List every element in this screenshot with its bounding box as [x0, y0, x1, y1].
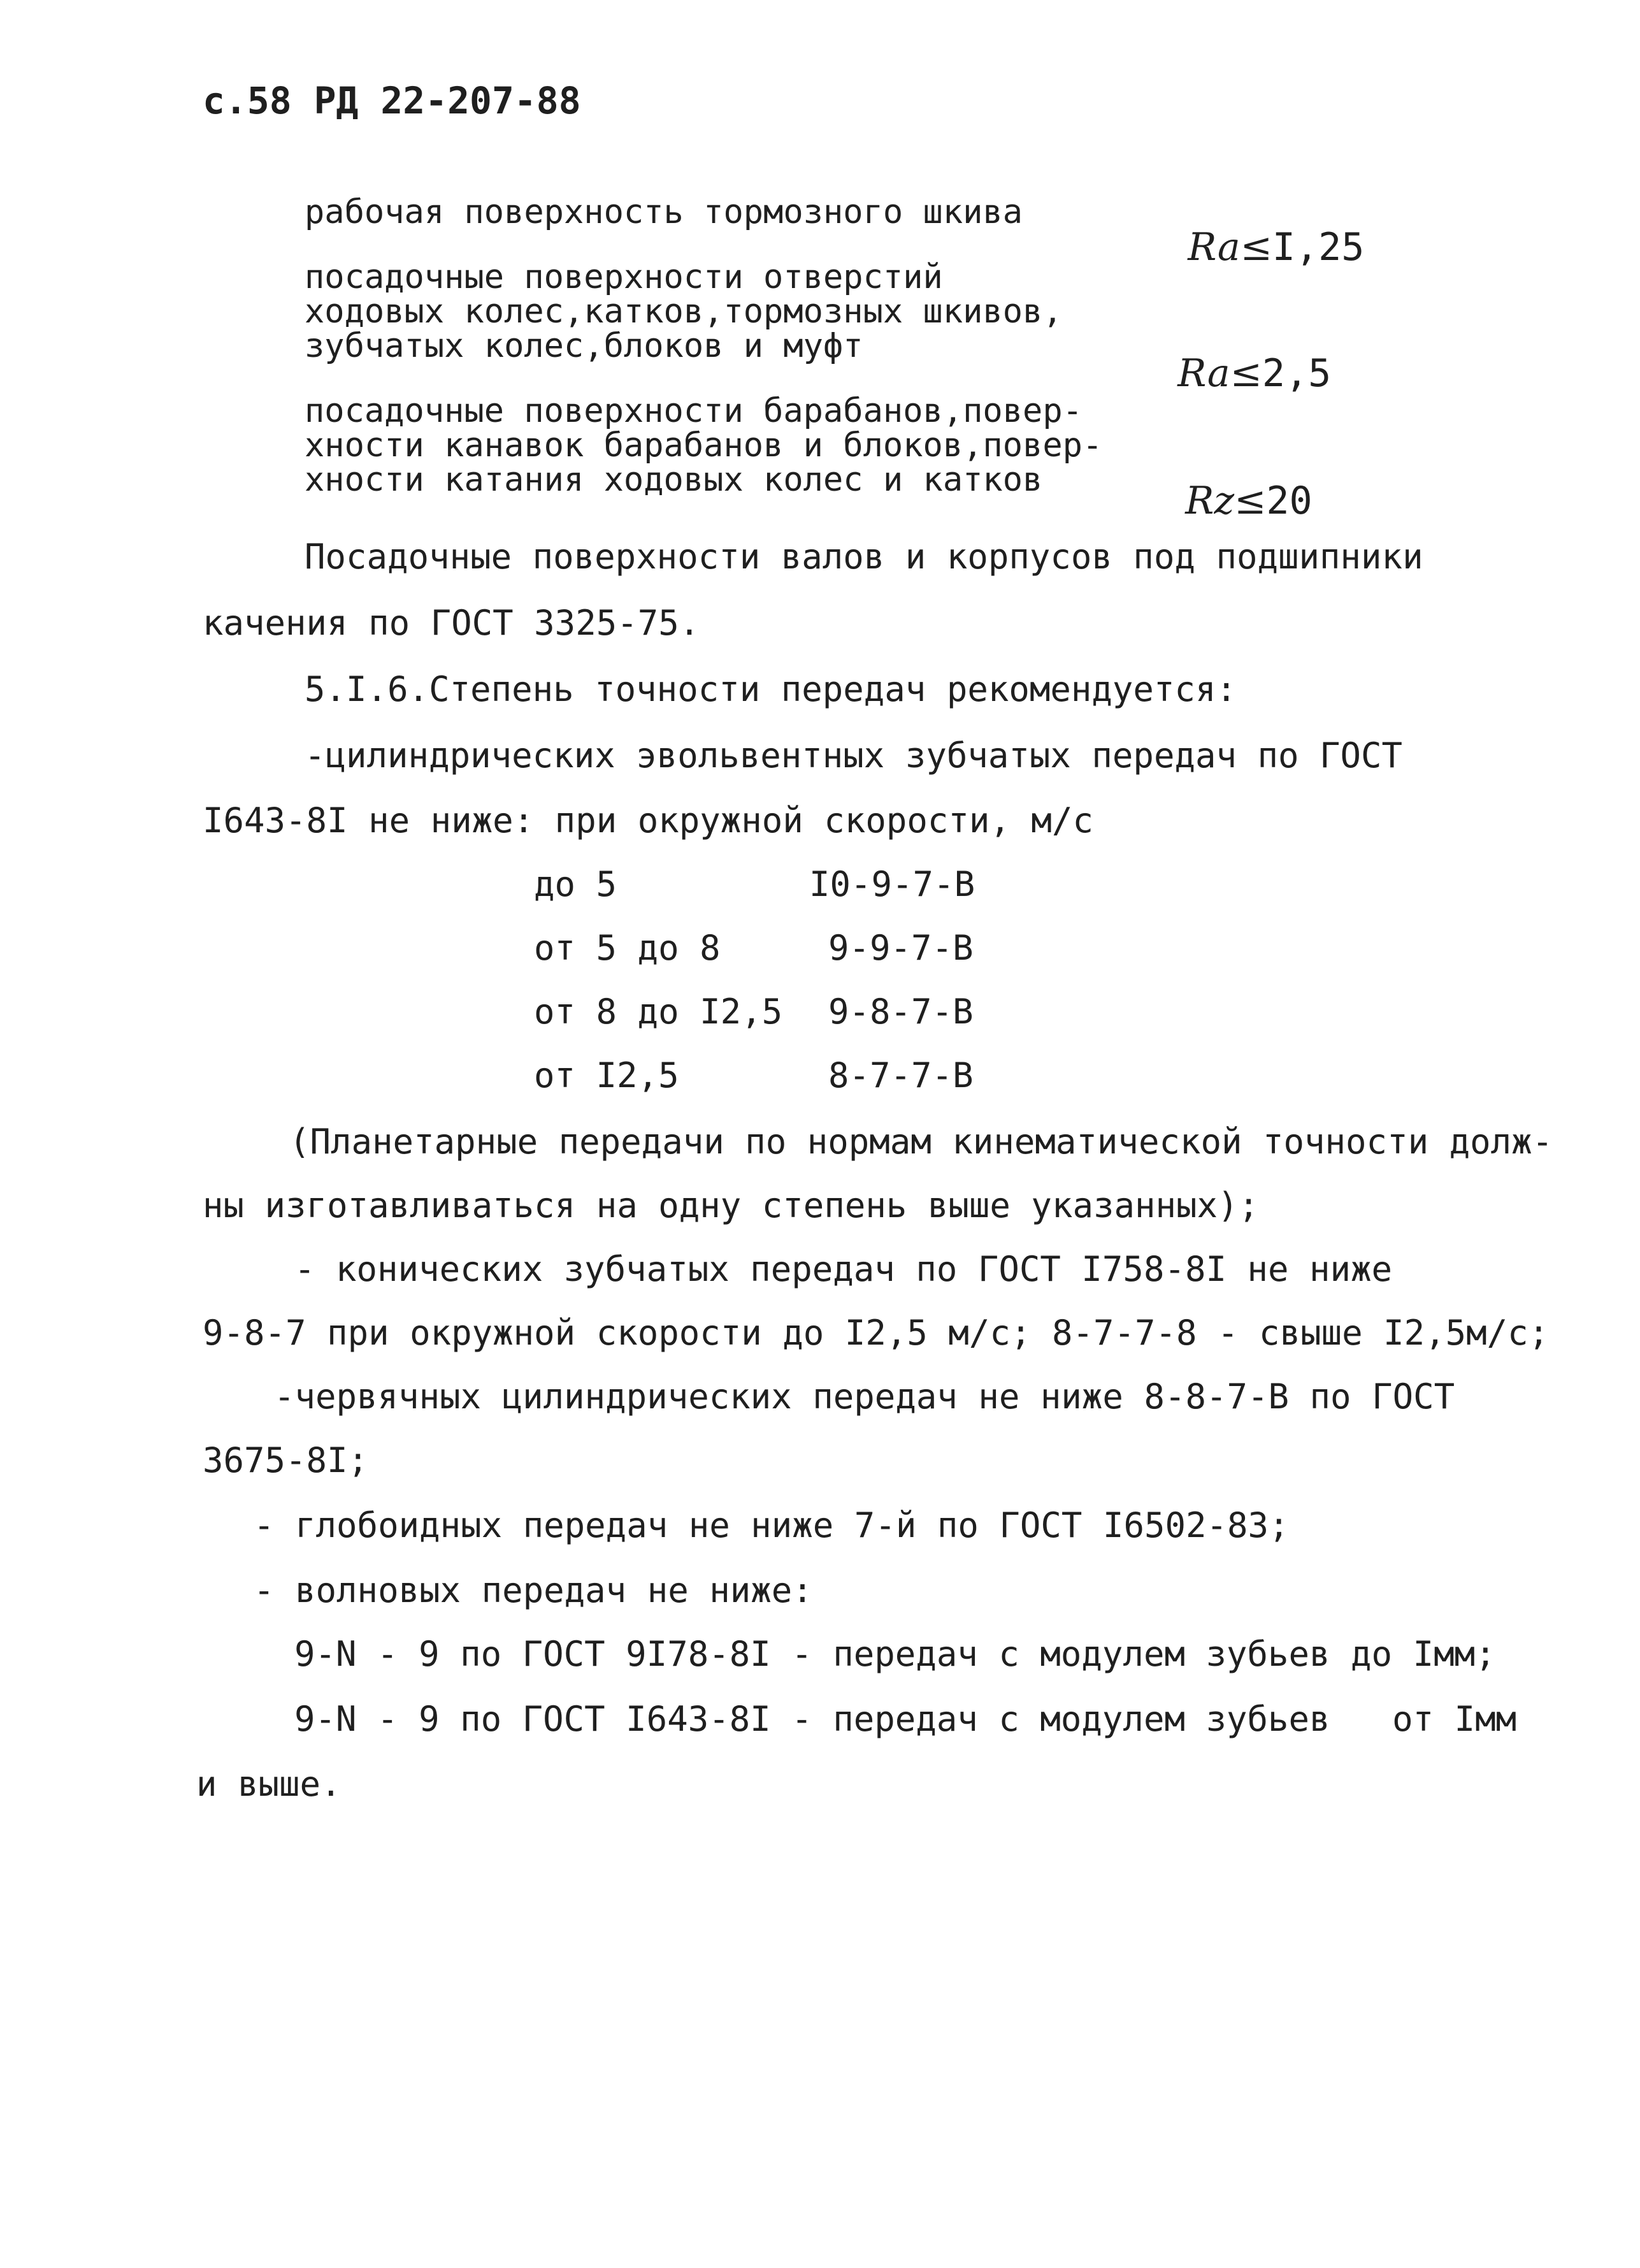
grade-cell: 9-8-7-B — [828, 992, 974, 1032]
roughness-desc-line: посадочные поверхности барабанов,повер- — [305, 392, 1083, 430]
paragraph-line: Посадочные поверхности валов и корпусов под подшипники — [305, 537, 1423, 577]
roughness-op: ≤ — [1240, 225, 1272, 270]
roughness-op: ≤ — [1230, 351, 1262, 396]
section-heading: 5.I.6.Степень точности передач рекомендуется: — [305, 669, 1237, 709]
paragraph-line: качения по ГОСТ 3325-75. — [203, 603, 700, 643]
roughness-param: Rz — [1185, 479, 1235, 523]
roughness-param: Ra — [1177, 351, 1230, 396]
roughness-op: ≤ — [1234, 479, 1267, 523]
page-header: с.58 РД 22-207-88 — [203, 79, 581, 122]
paragraph-line: -червячных цилиндрических передач не ниже 8-8-7-B по ГОСТ — [274, 1376, 1455, 1417]
speed-cell: до 5 — [534, 864, 617, 904]
grade-cell: 8-7-7-B — [828, 1055, 974, 1095]
roughness-desc-line: хности канавок барабанов и блоков,повер- — [305, 426, 1103, 465]
roughness-desc-line: посадочные поверхности отверстий — [305, 258, 943, 296]
paragraph-line: 9-8-7 при окружной скорости до I2,5 м/с; 8-7-7-8 - свыше I2,5м/с; — [203, 1313, 1550, 1353]
paragraph-line: (Планетарные передачи по нормам кинематической точности долж- — [289, 1122, 1553, 1162]
roughness-number: 2,5 — [1262, 351, 1332, 396]
paragraph-line: - конических зубчатых передач по ГОСТ I758-8I не ниже — [294, 1249, 1393, 1289]
roughness-value — [1129, 316, 1331, 431]
roughness-value — [1139, 190, 1364, 305]
roughness-number: I,25 — [1272, 225, 1365, 270]
roughness-desc-line: ходовых колес,катков,тормозных шкивов, — [305, 293, 1063, 331]
paragraph-line: I643-8I не ниже: при окружной скорости, м/с — [203, 800, 1093, 841]
grade-cell: 9-9-7-B — [828, 928, 974, 968]
speed-cell: от I2,5 — [534, 1055, 679, 1095]
roughness-desc-line: рабочая поверхность тормозного шкива — [305, 193, 1023, 231]
grade-cell: I0-9-7-B — [809, 864, 975, 904]
paragraph-line: - волновых передач не ниже: — [254, 1570, 813, 1610]
paragraph-line: ны изготавливаться на одну степень выше указанных); — [203, 1185, 1260, 1225]
roughness-param: Ra — [1188, 225, 1241, 270]
speed-cell: от 8 до I2,5 — [534, 992, 783, 1032]
roughness-desc-line: зубчатых колес,блоков и муфт — [305, 327, 863, 365]
paragraph-line: и выше. — [196, 1764, 342, 1804]
paragraph-line: - глобоидных передач не ниже 7-й по ГОСТ I6502-83; — [254, 1505, 1290, 1545]
list-item: 9-N - 9 по ГОСТ I643-8I - передач с модулем зубьев от Iмм — [294, 1699, 1517, 1739]
paragraph-line: 3675-8I; — [203, 1440, 369, 1480]
list-item: 9-N - 9 по ГОСТ 9I78-8I - передач с модулем зубьев до Iмм; — [294, 1634, 1496, 1674]
roughness-number: 20 — [1266, 479, 1313, 523]
speed-cell: от 5 до 8 — [534, 928, 721, 968]
paragraph-line: -цилиндрических эвольвентных зубчатых передач по ГОСТ — [305, 735, 1403, 776]
roughness-desc-line: хности катания ходовых колес и катков — [305, 461, 1043, 499]
